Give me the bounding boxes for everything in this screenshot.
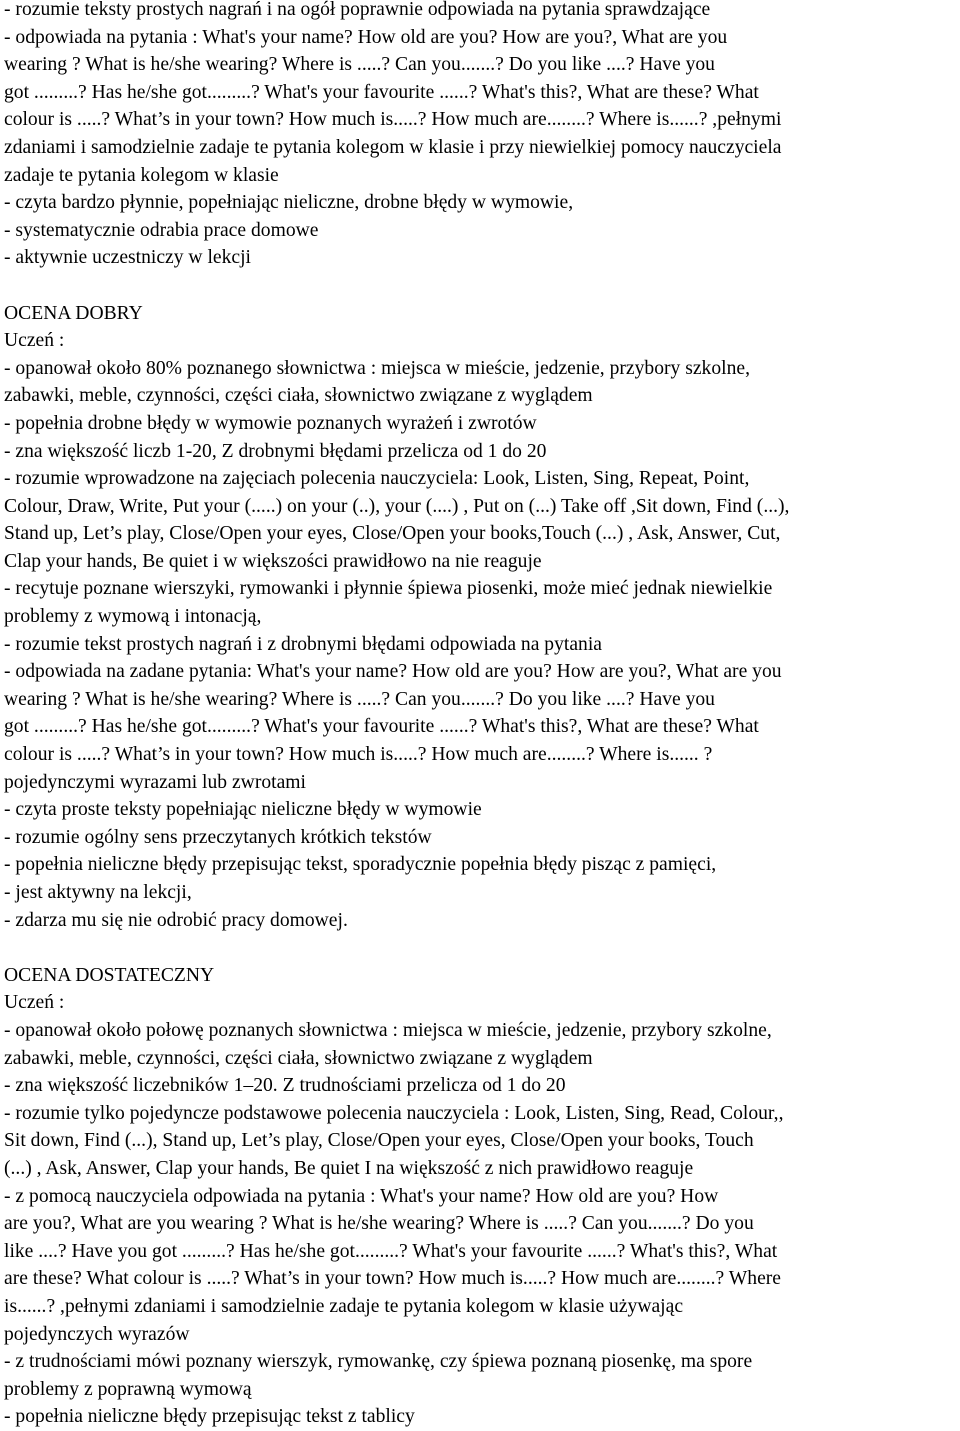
section-subheading: Uczeń :	[4, 992, 65, 1014]
section-heading: OCENA DOBRY	[4, 302, 143, 324]
text-line: - popełnia nieliczne błędy przepisując tekst, sporadycznie popełnia błędy pisząc z pamięci,	[4, 854, 717, 876]
text-line: zadaje te pytania kolegom w klasie	[4, 164, 279, 186]
text-line: - jest aktywny na lekcji,	[4, 882, 192, 903]
text-line: Stand up, Let’s play, Close/Open your eyes, Close/Open your books,Touch (...) , Ask, Answer, Cut,	[4, 523, 781, 545]
text-line: - rozumie teksty prostych nagrań i na ogół poprawnie odpowiada na pytania sprawdzające	[4, 0, 711, 20]
text-line: wearing ? What is he/she wearing? Where is .....? Can you.......? Do you like ....? Have you	[4, 54, 715, 76]
text-line: pojedynczymi wyrazami lub zwrotami	[4, 771, 306, 793]
text-line: are you?, What are you wearing ? What is he/she wearing? Where is .....? Can you.......? Do you	[4, 1213, 754, 1235]
text-line: Clap your hands, Be quiet i w większości prawidłowo na nie reaguje	[4, 550, 542, 572]
text-line: got .........? Has he/she got.........? What's your favourite ......? What's this?, What are these? What	[4, 716, 759, 738]
text-line: - odpowiada na zadane pytania: What's your name? How old are you? How are you?, What are you	[4, 661, 782, 683]
text-line: Colour, Draw, Write, Put your (.....) on your (..), your (....) , Put on (...) Take off ,Sit down, Find (...),	[4, 495, 790, 517]
section-subheading: Uczeń :	[4, 330, 65, 352]
text-line: - recytuje poznane wierszyki, rymowanki i płynnie śpiewa piosenki, może mieć jednak niewielkie	[4, 578, 773, 600]
text-line: - popełnia nieliczne błędy przepisując tekst z tablicy	[4, 1406, 415, 1428]
text-line: - z trudnościami mówi poznany wierszyk, rymowankę, czy śpiewa poznaną piosenkę, ma spore	[4, 1351, 753, 1373]
text-line: - rozumie tylko pojedyncze podstawowe polecenia nauczyciela : Look, Listen, Sing, Read, Colour,,	[4, 1102, 784, 1124]
text-line: zabawki, meble, czynności, części ciała, słownictwo związane z wyglądem	[4, 385, 593, 407]
text-line: zabawki, meble, czynności, części ciała, słownictwo związane z wyglądem	[4, 1047, 593, 1069]
spacer	[4, 934, 960, 962]
section-dostateczny	[4, 962, 960, 1431]
text-line: - aktywnie uczestniczy w lekcji	[4, 247, 251, 269]
text-line: zdaniami i samodzielnie zadaje te pytania kolegom w klasie i przy niewielkiej pomocy nauczyciela	[4, 136, 782, 158]
text-line: colour is .....? What’s in your town? How much is.....? How much are........? Where is......? ,pełnymi	[4, 109, 782, 131]
text-line: (...) , Ask, Answer, Clap your hands, Be quiet I na większość z nich prawidłowo reaguje	[4, 1157, 694, 1179]
text-line: - rozumie wprowadzone na zajęciach polecenia nauczyciela: Look, Listen, Sing, Repeat, Point,	[4, 468, 750, 490]
section-dobry	[4, 300, 960, 935]
spacer	[4, 272, 960, 300]
text-line: - popełnia drobne błędy w wymowie poznanych wyrażeń i zwrotów	[4, 412, 537, 434]
text-line: Sit down, Find (...), Stand up, Let’s play, Close/Open your eyes, Close/Open your books, Touch	[4, 1130, 754, 1152]
text-line: - z pomocą nauczyciela odpowiada na pytania : What's your name? How old are you? How	[4, 1185, 719, 1207]
text-line: - zna większość liczb 1-20, Z drobnymi błędami przelicza od 1 do 20	[4, 440, 547, 462]
text-line: - systematycznie odrabia prace domowe	[4, 219, 319, 241]
section-heading: OCENA DOSTATECZNY	[4, 964, 215, 986]
text-line: - rozumie ogólny sens przeczytanych krótkich tekstów	[4, 826, 432, 848]
text-line: - odpowiada na pytania : What's your name? How old are you? How are you?, What are you	[4, 26, 728, 48]
text-line: - rozumie tekst prostych nagrań i z drobnymi błędami odpowiada na pytania	[4, 633, 602, 655]
text-line: pojedynczych wyrazów	[4, 1323, 190, 1345]
text-line: colour is .....? What’s in your town? How much is.....? How much are........? Where is...... ?	[4, 744, 713, 766]
text-line: - opanował około 80% poznanego słownictwa : miejsca w mieście, jedzenie, przybory szkolne,	[4, 357, 750, 379]
text-line: like ....? Have you got .........? Has he/she got.........? What's your favourite ......? What's this?, What	[4, 1240, 778, 1262]
text-line: - czyta bardzo płynnie, popełniając nieliczne, drobne błędy w wymowie,	[4, 192, 574, 214]
text-line: wearing ? What is he/she wearing? Where is .....? Can you.......? Do you like ....? Have you	[4, 688, 715, 710]
text-line: - czyta proste teksty popełniając nieliczne błędy w wymowie	[4, 799, 482, 821]
text-line: problemy z poprawną wymową	[4, 1378, 252, 1400]
text-line: - zna większość liczebników 1–20. Z trudnościami przelicza od 1 do 20	[4, 1075, 566, 1097]
text-line: - opanował około połowę poznanych słownictwa : miejsca w mieście, jedzenie, przybory szkolne,	[4, 1019, 772, 1041]
text-line: problemy z wymową i intonacją,	[4, 606, 262, 628]
text-line: are these? What colour is .....? What’s in your town? How much is.....? How much are........? Where	[4, 1268, 781, 1290]
text-line: - zdarza mu się nie odrobić pracy domowej.	[4, 909, 348, 931]
text-line: got .........? Has he/she got.........? What's your favourite ......? What's this?, What are these? What	[4, 81, 759, 103]
section-intro	[4, 0, 960, 272]
text-line: is......? ,pełnymi zdaniami i samodzielnie zadaje te pytania kolegom w klasie używając	[4, 1295, 684, 1317]
